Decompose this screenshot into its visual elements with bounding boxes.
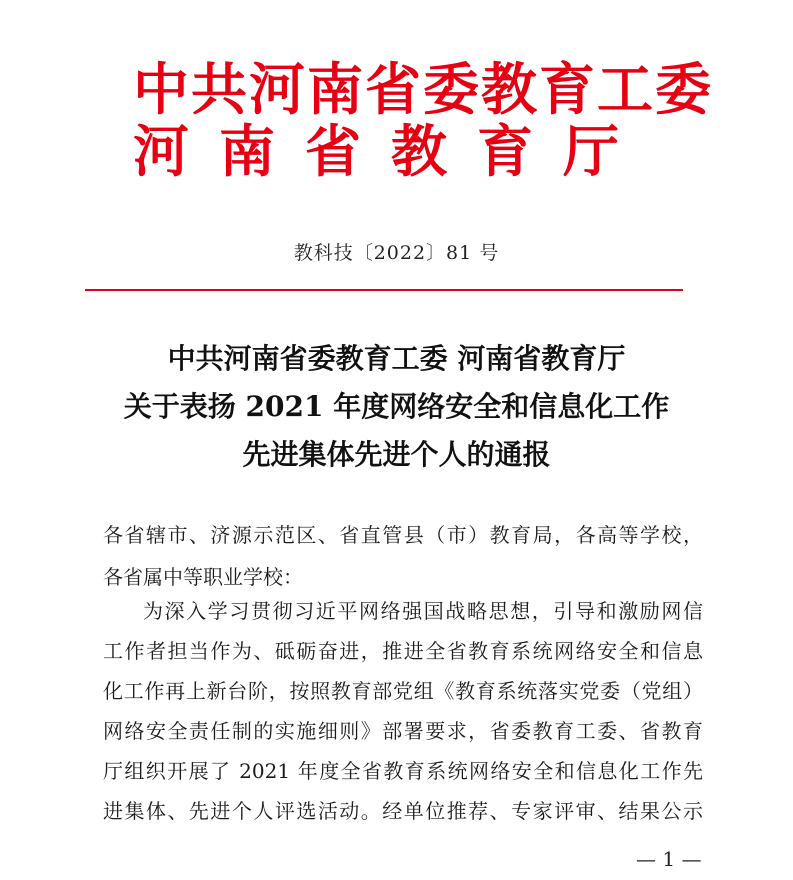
page-number: — 1 — <box>636 847 702 871</box>
paragraph-line: 进集体、先进个人评选活动。经单位推荐、专家评审、结果公示 <box>103 799 703 823</box>
paragraph-line: 为深入学习贯彻习近平网络强国战略思想，引导和激励网信 <box>143 599 703 623</box>
paragraph-line: 厅组织开展了 2021 年度全省教育系统网络安全和信息化工作先 <box>103 759 703 783</box>
title-line-1: 中共河南省委教育工委 河南省教育厅 <box>167 342 626 375</box>
title-line-2: 关于表扬 2021 年度网络安全和信息化工作 <box>123 390 670 423</box>
addressee-line-1: 各省辖市、济源示范区、省直管县（市）教育局，各高等学校， <box>103 523 703 547</box>
issuer-line-2: 河南省教育厅 <box>133 119 649 185</box>
title-line-3: 先进集体先进个人的通报 <box>242 438 551 471</box>
paragraph-line: 工作者担当作为、砥砺奋进，推进全省教育系统网络安全和信息 <box>103 639 703 663</box>
document-number: 教科技〔2022〕81 号 <box>293 242 500 264</box>
paragraph-line: 化工作再上新台阶，按照教育部党组《教育系统落实党委（党组） <box>103 679 703 703</box>
issuer-line-1: 中共河南省委教育工委 <box>133 57 713 123</box>
paragraph-line: 网络安全责任制的实施细则》部署要求，省委教育工委、省教育 <box>103 719 703 743</box>
red-separator-line <box>85 289 683 291</box>
addressee-line-2: 各省属中等职业学校： <box>103 565 303 589</box>
